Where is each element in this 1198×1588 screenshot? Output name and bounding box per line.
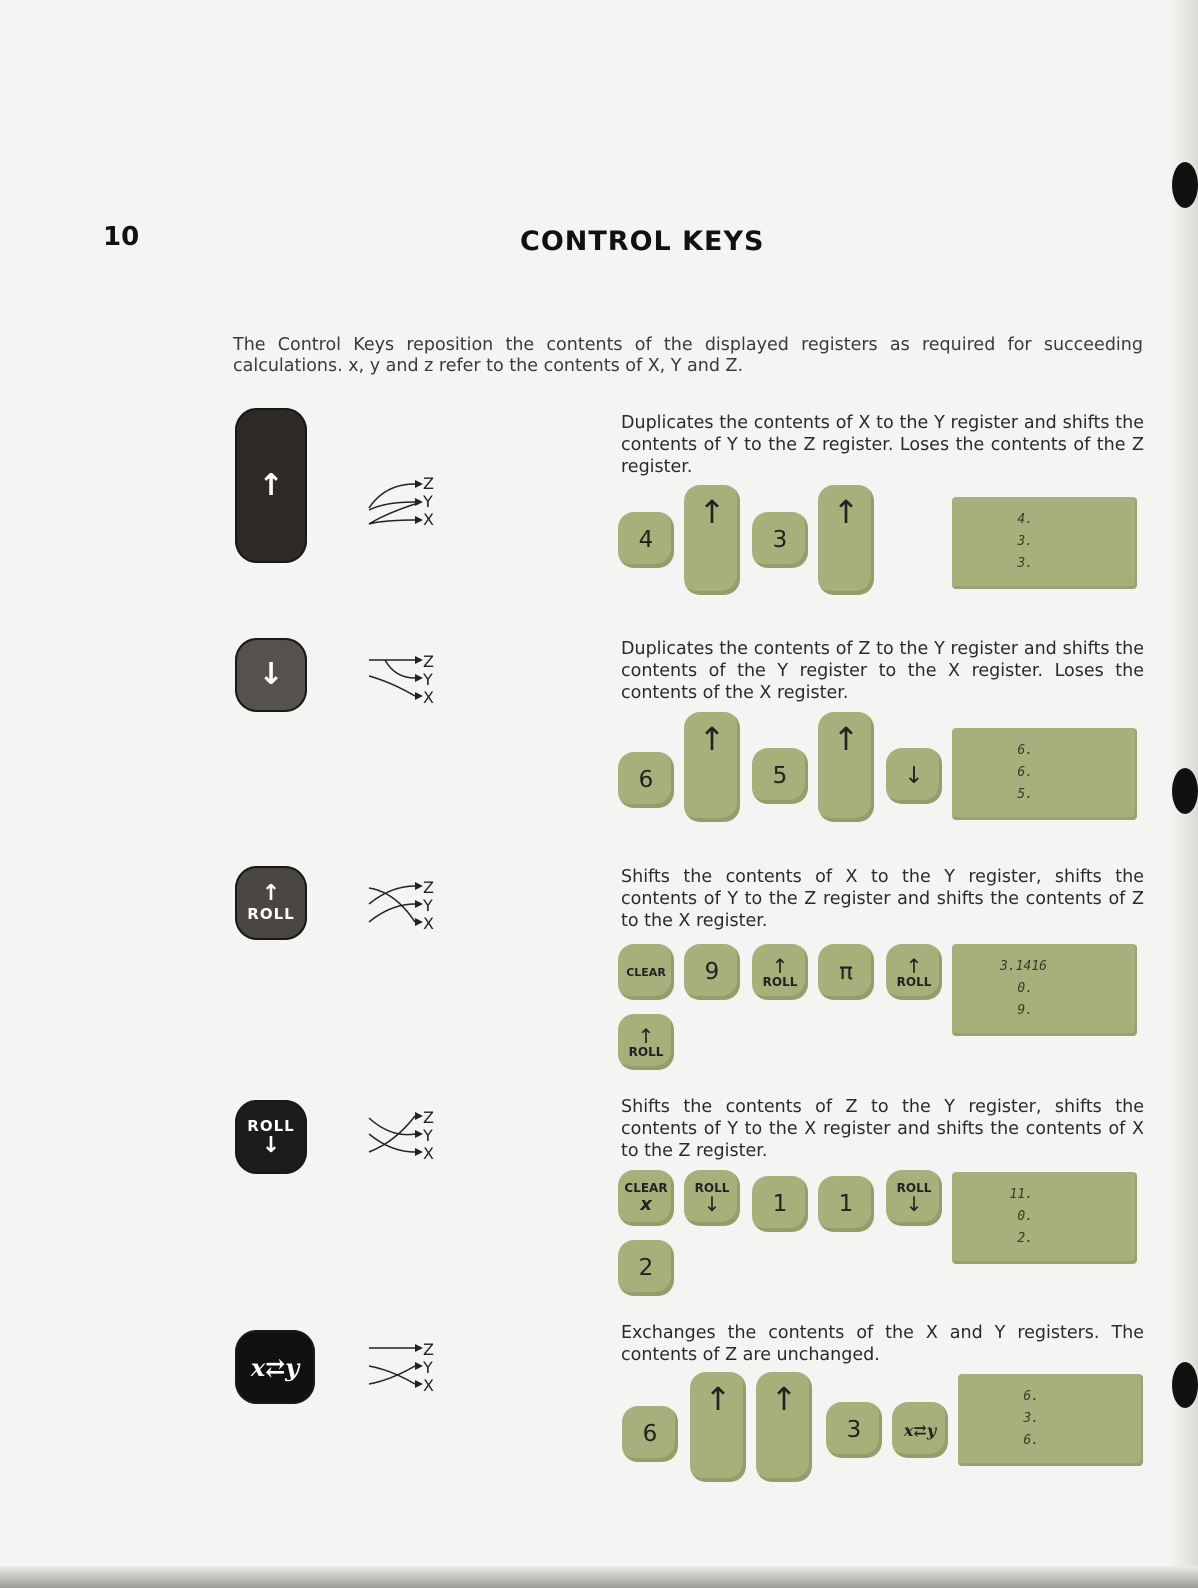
register-y-label: Y bbox=[423, 896, 433, 915]
x-exchange-y-key-illustration bbox=[235, 1330, 315, 1404]
roll-label: ROLL bbox=[247, 905, 295, 923]
clear-key: CLEAR bbox=[618, 944, 674, 1000]
register-y-label: Y bbox=[423, 1358, 433, 1377]
page-bottom-edge bbox=[0, 1566, 1198, 1588]
register-labels bbox=[355, 652, 465, 732]
x-exchange-y-key: x⇄y bbox=[892, 1402, 948, 1458]
up-arrow-icon: ↑ bbox=[771, 954, 789, 978]
up-arrow-icon: ↑ bbox=[832, 720, 860, 758]
display-z: 6. bbox=[1017, 743, 1033, 758]
up-arrow-icon: ↑ bbox=[698, 493, 726, 531]
enter-key bbox=[690, 1372, 746, 1482]
key-6: 6 bbox=[622, 1406, 678, 1462]
display-z: 11. bbox=[1009, 1187, 1033, 1202]
pi-key: π bbox=[818, 944, 874, 1000]
key-2: 2 bbox=[618, 1240, 674, 1296]
roll-up-key: ↑ ROLL bbox=[886, 944, 942, 1000]
register-labels bbox=[355, 1108, 465, 1188]
register-x-label: X bbox=[423, 914, 434, 933]
up-arrow-icon: ↑ bbox=[704, 1380, 732, 1418]
page-title: CONTROL KEYS bbox=[520, 226, 765, 257]
binder-hole bbox=[1172, 768, 1198, 814]
down-arrow-icon: ↓ bbox=[261, 1133, 281, 1158]
section-description: Shifts the contents of Z to the Y register, shifts the contents of Y to the X register and shifts the contents of X to the Z register. bbox=[621, 1097, 1144, 1161]
register-x-label: X bbox=[423, 1376, 434, 1395]
exchange-label: x⇄y bbox=[250, 1352, 300, 1382]
down-arrow-icon: ↓ bbox=[258, 657, 284, 692]
display-z: 3.1416 bbox=[1000, 959, 1047, 974]
section-description: Duplicates the contents of X to the Y register and shifts the contents of Y to the Z register. Loses the contents of the Z register. bbox=[621, 413, 1144, 477]
key-3: 3 bbox=[752, 512, 808, 568]
clear-x-key: CLEAR x bbox=[618, 1170, 674, 1226]
register-z-label: Z bbox=[423, 1108, 434, 1127]
enter-key bbox=[684, 712, 740, 822]
up-arrow-icon: ↑ bbox=[905, 954, 923, 978]
register-x-label: X bbox=[423, 1144, 434, 1163]
register-display bbox=[952, 1172, 1137, 1264]
key-6: 6 bbox=[618, 752, 674, 808]
roll-down-key bbox=[886, 748, 942, 804]
binder-hole bbox=[1172, 1362, 1198, 1408]
register-display bbox=[958, 1374, 1143, 1466]
register-display bbox=[952, 497, 1137, 589]
down-arrow-icon: ↓ bbox=[904, 763, 924, 789]
register-labels bbox=[355, 1340, 465, 1420]
register-labels bbox=[355, 878, 465, 958]
roll-down-key-illustration bbox=[235, 638, 307, 712]
display-x: 6. bbox=[1023, 1433, 1039, 1448]
display-z: 4. bbox=[1017, 512, 1033, 527]
display-y: 3. bbox=[1023, 1411, 1039, 1426]
section-description: Duplicates the contents of Z to the Y register and shifts the contents of the Y register to the X register. Loses the contents of the X register. bbox=[621, 639, 1144, 703]
key-9: 9 bbox=[684, 944, 740, 1000]
up-arrow-icon: ↑ bbox=[770, 1380, 798, 1418]
key-5: 5 bbox=[752, 748, 808, 804]
up-arrow-icon: ↑ bbox=[832, 493, 860, 531]
roll-down-key-illustration bbox=[235, 1100, 307, 1174]
down-arrow-icon: ↓ bbox=[703, 1192, 721, 1216]
display-x: 9. bbox=[1017, 1003, 1033, 1018]
roll-down-key: ROLL ↓ bbox=[684, 1170, 740, 1226]
enter-key bbox=[756, 1372, 812, 1482]
roll-up-key: ↑ ROLL bbox=[752, 944, 808, 1000]
display-z: 6. bbox=[1023, 1389, 1039, 1404]
register-z-label: Z bbox=[423, 878, 434, 897]
enter-key bbox=[818, 485, 874, 595]
roll-label: ROLL bbox=[247, 1117, 295, 1135]
roll-up-key: ↑ ROLL bbox=[618, 1014, 674, 1070]
register-z-label: Z bbox=[423, 1340, 434, 1359]
display-y: 3. bbox=[1017, 534, 1033, 549]
binder-hole bbox=[1172, 162, 1198, 208]
register-display bbox=[952, 728, 1137, 820]
page-number: 10 bbox=[103, 222, 140, 252]
register-labels bbox=[355, 474, 465, 554]
display-y: 0. bbox=[1017, 981, 1033, 996]
up-arrow-icon: ↑ bbox=[637, 1024, 655, 1048]
register-x-label: X bbox=[423, 510, 434, 529]
key-1: 1 bbox=[752, 1176, 808, 1232]
key-1: 1 bbox=[818, 1176, 874, 1232]
display-x: 3. bbox=[1017, 556, 1033, 571]
display-x: 5. bbox=[1017, 787, 1033, 802]
up-arrow-icon: ↑ bbox=[698, 720, 726, 758]
display-y: 0. bbox=[1017, 1209, 1033, 1224]
roll-up-key-illustration bbox=[235, 866, 307, 940]
register-y-label: Y bbox=[423, 492, 433, 511]
register-y-label: Y bbox=[423, 670, 433, 689]
register-z-label: Z bbox=[423, 652, 434, 671]
up-arrow-icon: ↑ bbox=[258, 467, 284, 503]
up-arrow-icon: ↑ bbox=[261, 881, 281, 906]
down-arrow-icon: ↓ bbox=[905, 1192, 923, 1216]
section-description: Exchanges the contents of the X and Y registers. The contents of Z are unchanged. bbox=[621, 1323, 1144, 1365]
section-description: Shifts the contents of X to the Y register, shifts the contents of Y to the Z register and shifts the contents of Z to the X register. bbox=[621, 867, 1144, 931]
key-3: 3 bbox=[826, 1402, 882, 1458]
roll-down-key: ROLL ↓ bbox=[886, 1170, 942, 1226]
display-y: 6. bbox=[1017, 765, 1033, 780]
enter-key bbox=[818, 712, 874, 822]
register-display bbox=[952, 944, 1137, 1036]
display-x: 2. bbox=[1017, 1231, 1033, 1246]
register-z-label: Z bbox=[423, 474, 434, 493]
enter-key bbox=[684, 485, 740, 595]
key-4: 4 bbox=[618, 512, 674, 568]
enter-key-illustration bbox=[235, 408, 307, 563]
register-y-label: Y bbox=[423, 1126, 433, 1145]
intro-paragraph: The Control Keys reposition the contents of the displayed registers as required for succeeding calculations. x, y and z refer to the contents of X, Y and Z. bbox=[233, 335, 1143, 376]
register-x-label: X bbox=[423, 688, 434, 707]
